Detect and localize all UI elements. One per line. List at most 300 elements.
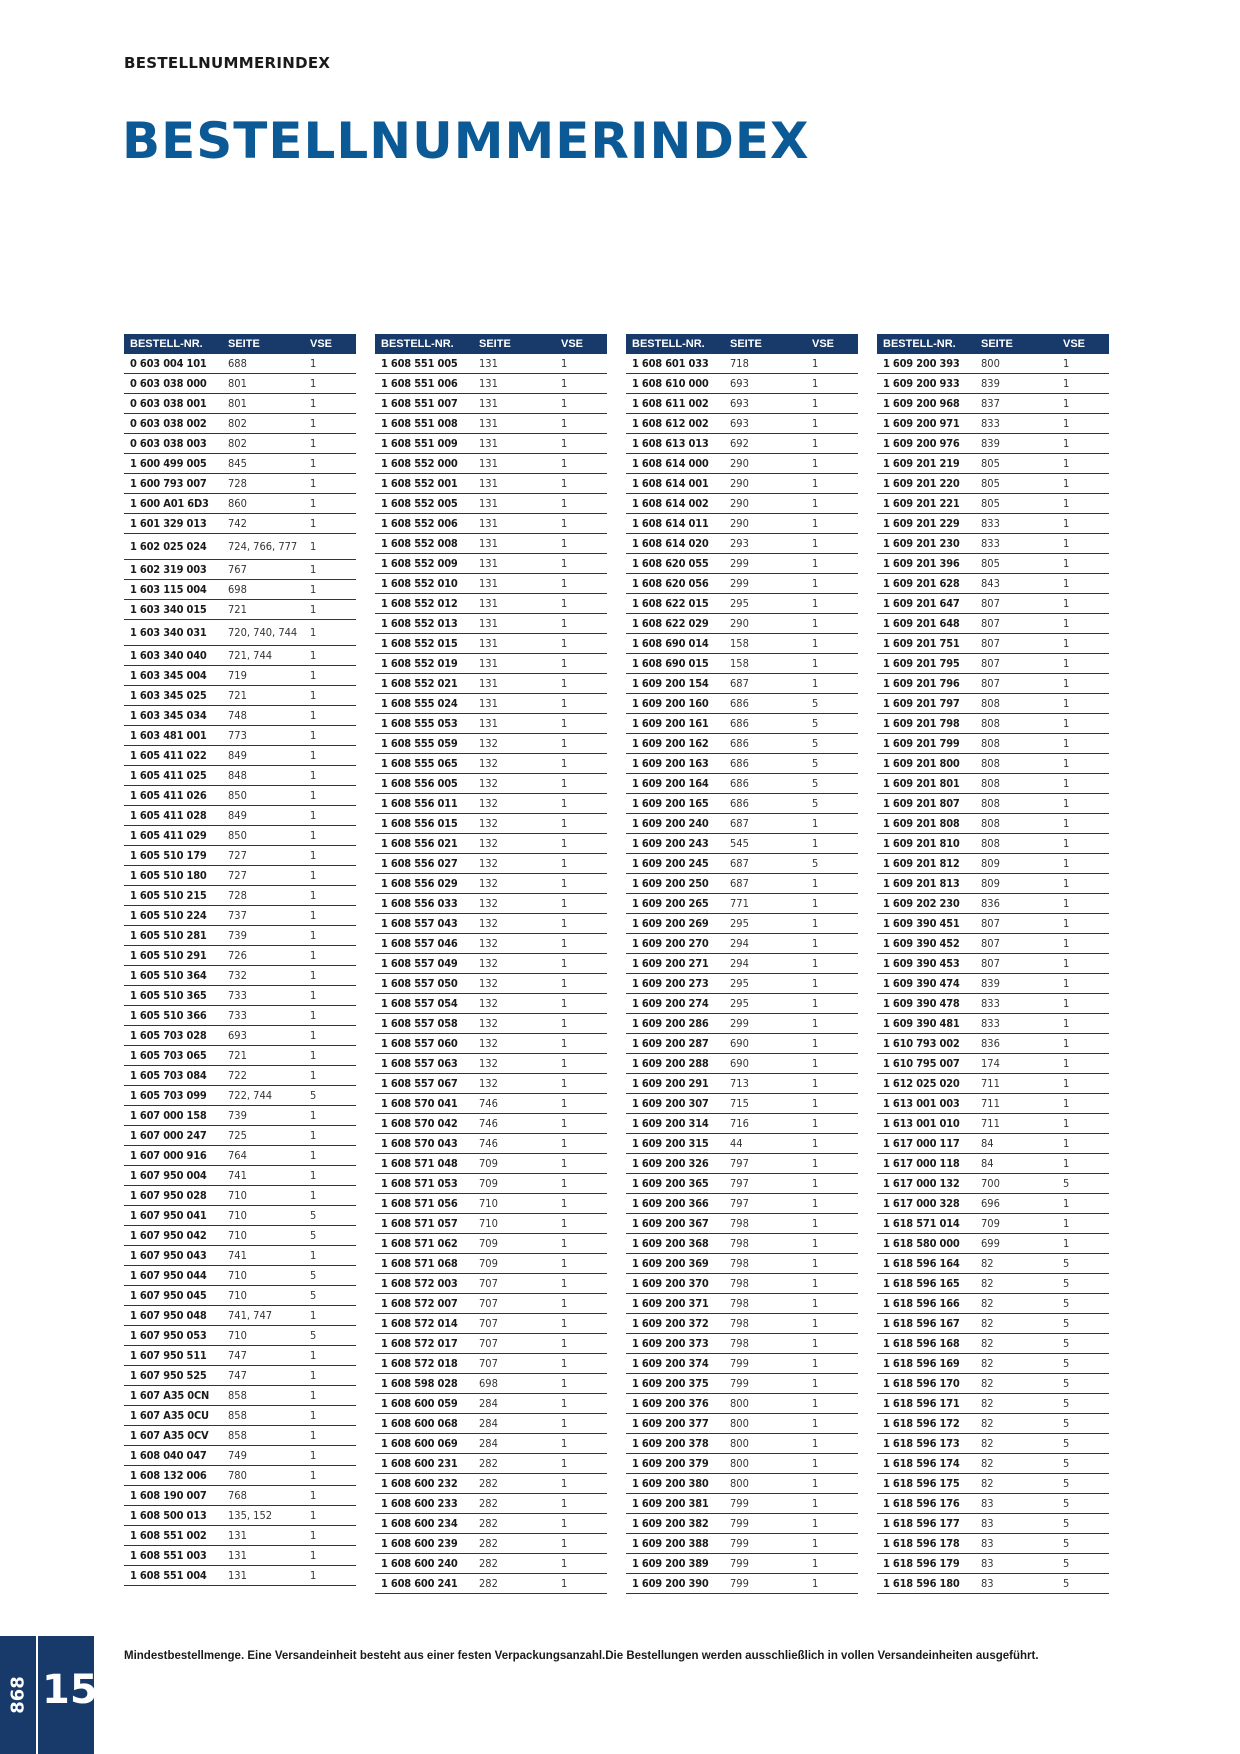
cell-bestell-nr: 1 618 596 173 [883,1437,960,1450]
cell-vse: 1 [561,977,568,990]
table-row [124,1206,356,1226]
table-row [626,1434,858,1454]
cell-seite: 83 [981,1557,994,1570]
cell-seite: 799 [730,1557,749,1570]
cell-vse: 1 [812,1237,819,1250]
table-row [124,1046,356,1066]
cell-vse: 5 [812,697,819,710]
cell-seite: 727 [228,869,247,882]
cell-bestell-nr: 1 609 200 269 [632,917,709,930]
cell-seite: 800 [730,1417,749,1430]
table-row [375,854,607,874]
cell-bestell-nr: 1 608 620 056 [632,577,709,590]
cell-seite: 798 [730,1297,749,1310]
cell-bestell-nr: 1 618 596 167 [883,1317,960,1330]
table-row [375,534,607,554]
cell-seite: 725 [228,1129,247,1142]
table-row [124,534,356,560]
cell-bestell-nr: 1 608 622 029 [632,617,709,630]
cell-bestell-nr: 1 609 390 451 [883,917,960,930]
cell-bestell-nr: 1 609 200 366 [632,1197,709,1210]
cell-bestell-nr: 1 608 556 015 [381,817,458,830]
table-row [375,1454,607,1474]
cell-vse: 1 [812,1377,819,1390]
table-row [877,1114,1109,1134]
cell-bestell-nr: 1 601 329 013 [130,517,207,530]
cell-bestell-nr: 1 608 552 009 [381,557,458,570]
cell-bestell-nr: 1 608 551 007 [381,397,458,410]
table-row [375,434,607,454]
cell-seite: 131 [228,1529,247,1542]
cell-seite: 686 [730,697,749,710]
cell-vse: 5 [812,717,819,730]
table-row [375,654,607,674]
cell-vse: 5 [812,777,819,790]
table-header [626,334,858,354]
table-row [626,374,858,394]
cell-bestell-nr: 1 608 571 068 [381,1257,458,1270]
cell-seite: 721 [228,603,247,616]
table-row [877,1154,1109,1174]
cell-vse: 5 [1063,1537,1070,1550]
table-body [375,354,607,1594]
tab-divider [36,1636,38,1754]
cell-seite: 839 [981,437,1000,450]
cell-bestell-nr: 1 600 A01 6D3 [130,497,209,510]
cell-vse: 1 [812,1417,819,1430]
cell-seite: 282 [479,1457,498,1470]
cell-vse: 1 [812,1457,819,1470]
table-row [375,994,607,1014]
cell-vse: 1 [812,1577,819,1590]
cell-vse: 1 [1063,857,1070,870]
cell-seite: 710 [228,1189,247,1202]
cell-seite: 131 [479,637,498,650]
cell-vse: 1 [561,657,568,670]
cell-bestell-nr: 1 605 411 028 [130,809,207,822]
cell-bestell-nr: 1 605 411 029 [130,829,207,842]
table-row [124,1266,356,1286]
cell-bestell-nr: 1 609 201 795 [883,657,960,670]
cell-seite: 710 [479,1197,498,1210]
table-row [375,554,607,574]
cell-vse: 1 [812,677,819,690]
cell-vse: 1 [561,1397,568,1410]
cell-seite: 850 [228,829,247,842]
cell-seite: 850 [228,789,247,802]
cell-seite: 746 [479,1117,498,1130]
cell-seite: 295 [730,977,749,990]
cell-bestell-nr: 1 609 201 647 [883,597,960,610]
table-row [626,1274,858,1294]
table-row [877,1174,1109,1194]
cell-vse: 1 [310,1429,317,1442]
cell-bestell-nr: 1 609 200 370 [632,1277,709,1290]
cell-seite: 700 [981,1177,1000,1190]
cell-vse: 1 [310,709,317,722]
cell-seite: 132 [479,1017,498,1030]
cell-vse: 5 [1063,1337,1070,1350]
cell-bestell-nr: 1 608 572 017 [381,1337,458,1350]
cell-seite: 131 [479,457,498,470]
table-row [124,886,356,906]
cell-vse: 1 [812,1277,819,1290]
col-bestell-nr: BESTELL-NR. [381,338,454,350]
cell-bestell-nr: 1 607 A35 0CV [130,1429,209,1442]
cell-bestell-nr: 1 608 557 054 [381,997,458,1010]
cell-seite: 709 [479,1237,498,1250]
cell-seite: 686 [730,797,749,810]
table-row [626,1554,858,1574]
cell-vse: 1 [812,517,819,530]
cell-seite: 741 [228,1169,247,1182]
cell-seite: 290 [730,517,749,530]
cell-seite: 845 [228,457,247,470]
cell-bestell-nr: 1 609 201 648 [883,617,960,630]
cell-seite: 132 [479,957,498,970]
cell-vse: 1 [561,877,568,890]
cell-vse: 1 [561,617,568,630]
cell-bestell-nr: 1 608 557 049 [381,957,458,970]
table-row [375,394,607,414]
cell-vse: 5 [1063,1357,1070,1370]
cell-vse: 1 [310,809,317,822]
cell-bestell-nr: 1 609 201 813 [883,877,960,890]
cell-vse: 1 [812,377,819,390]
cell-seite: 720, 740, 744 [228,626,298,639]
cell-seite: 807 [981,657,1000,670]
cell-bestell-nr: 1 605 411 026 [130,789,207,802]
cell-seite: 802 [228,437,247,450]
cell-seite: 798 [730,1257,749,1270]
cell-bestell-nr: 1 603 115 004 [130,583,207,596]
cell-vse: 1 [812,957,819,970]
cell-bestell-nr: 1 608 557 063 [381,1057,458,1070]
cell-bestell-nr: 1 608 551 005 [381,357,458,370]
table-row [877,1394,1109,1414]
cell-vse: 1 [812,597,819,610]
table-row [375,734,607,754]
cell-vse: 1 [310,1249,317,1262]
cell-vse: 5 [1063,1437,1070,1450]
cell-seite: 686 [730,757,749,770]
cell-bestell-nr: 1 608 600 241 [381,1577,458,1590]
cell-vse: 1 [561,1497,568,1510]
cell-bestell-nr: 1 609 200 161 [632,717,709,730]
cell-seite: 771 [730,897,749,910]
cell-vse: 1 [812,1077,819,1090]
cell-bestell-nr: 1 609 201 219 [883,457,960,470]
cell-bestell-nr: 1 609 200 315 [632,1137,709,1150]
table-row [124,986,356,1006]
table-row [375,1114,607,1134]
table-row [375,1514,607,1534]
cell-bestell-nr: 1 618 596 171 [883,1397,960,1410]
table-row [124,560,356,580]
cell-vse: 1 [310,849,317,862]
cell-seite: 860 [228,497,247,510]
cell-seite: 768 [228,1489,247,1502]
cell-bestell-nr: 1 618 596 169 [883,1357,960,1370]
table-row [877,1134,1109,1154]
table-header [375,334,607,354]
cell-bestell-nr: 1 609 201 798 [883,717,960,730]
table-row [877,1094,1109,1114]
cell-bestell-nr: 1 605 703 099 [130,1089,207,1102]
table-row [124,1386,356,1406]
cell-seite: 808 [981,717,1000,730]
cell-bestell-nr: 0 603 038 003 [130,437,207,450]
cell-bestell-nr: 1 608 600 239 [381,1537,458,1550]
cell-bestell-nr: 1 608 571 053 [381,1177,458,1190]
table-row [124,1526,356,1546]
cell-seite: 131 [479,677,498,690]
cell-seite: 716 [730,1117,749,1130]
cell-seite: 707 [479,1297,498,1310]
cell-bestell-nr: 1 609 200 367 [632,1217,709,1230]
table-row [877,414,1109,434]
table-header [877,334,1109,354]
cell-seite: 131 [479,717,498,730]
cell-seite: 709 [479,1257,498,1270]
cell-vse: 1 [561,477,568,490]
cell-bestell-nr: 1 617 000 328 [883,1197,960,1210]
cell-seite: 799 [730,1497,749,1510]
cell-bestell-nr: 1 613 001 010 [883,1117,960,1130]
cell-vse: 1 [812,1037,819,1050]
cell-vse: 1 [1063,497,1070,510]
cell-seite: 799 [730,1517,749,1530]
cell-seite: 707 [479,1317,498,1330]
cell-seite: 799 [730,1357,749,1370]
cell-vse: 1 [1063,1157,1070,1170]
table-row [124,826,356,846]
cell-seite: 801 [228,377,247,390]
table-row [375,1374,607,1394]
table-row [626,394,858,414]
cell-seite: 82 [981,1397,994,1410]
cell-vse: 1 [310,829,317,842]
cell-vse: 1 [561,837,568,850]
cell-bestell-nr: 1 608 614 001 [632,477,709,490]
cell-vse: 1 [561,777,568,790]
table-row [626,654,858,674]
cell-vse: 1 [310,909,317,922]
table-row [877,614,1109,634]
cell-vse: 1 [1063,417,1070,430]
cell-bestell-nr: 1 618 596 174 [883,1457,960,1470]
cell-vse: 1 [812,1157,819,1170]
cell-vse: 1 [812,617,819,630]
table-row [375,1354,607,1374]
cell-bestell-nr: 1 607 950 053 [130,1329,207,1342]
cell-bestell-nr: 1 607 A35 0CU [130,1409,209,1422]
cell-vse: 1 [561,797,568,810]
table-row [124,1546,356,1566]
table-row [375,634,607,654]
cell-vse: 5 [1063,1577,1070,1590]
cell-seite: 739 [228,929,247,942]
cell-vse: 5 [1063,1277,1070,1290]
cell-seite: 131 [479,497,498,510]
cell-seite: 693 [730,377,749,390]
cell-seite: 808 [981,777,1000,790]
cell-seite: 839 [981,377,1000,390]
cell-seite: 808 [981,697,1000,710]
cell-bestell-nr: 1 603 481 001 [130,729,207,742]
cell-seite: 290 [730,617,749,630]
cell-bestell-nr: 1 609 200 968 [883,397,960,410]
cell-seite: 710 [228,1269,247,1282]
cell-bestell-nr: 1 617 000 117 [883,1137,960,1150]
cell-bestell-nr: 1 607 950 045 [130,1289,207,1302]
cell-seite: 131 [479,557,498,570]
cell-bestell-nr: 1 609 202 230 [883,897,960,910]
cell-seite: 82 [981,1277,994,1290]
table-row [626,634,858,654]
cell-bestell-nr: 1 608 690 014 [632,637,709,650]
table-row [626,1374,858,1394]
cell-bestell-nr: 1 608 622 015 [632,597,709,610]
cell-vse: 1 [561,1477,568,1490]
cell-vse: 1 [812,1557,819,1570]
cell-seite: 132 [479,757,498,770]
cell-seite: 299 [730,577,749,590]
cell-vse: 1 [310,949,317,962]
cell-seite: 800 [730,1397,749,1410]
cell-seite: 843 [981,577,1000,590]
table-row [124,1446,356,1466]
cell-seite: 805 [981,457,1000,470]
cell-vse: 1 [1063,537,1070,550]
cell-vse: 1 [310,1029,317,1042]
cell-vse: 1 [1063,377,1070,390]
cell-bestell-nr: 1 608 570 043 [381,1137,458,1150]
cell-vse: 1 [812,417,819,430]
table-row [626,1574,858,1594]
cell-vse: 1 [1063,1137,1070,1150]
cell-seite: 132 [479,837,498,850]
cell-vse: 1 [1063,737,1070,750]
cell-bestell-nr: 1 605 703 065 [130,1049,207,1062]
cell-vse: 1 [812,1517,819,1530]
cell-vse: 1 [561,957,568,970]
table-row [877,1314,1109,1334]
cell-bestell-nr: 1 618 596 172 [883,1417,960,1430]
cell-bestell-nr: 1 609 200 270 [632,937,709,950]
cell-vse: 1 [561,537,568,550]
cell-bestell-nr: 1 609 200 245 [632,857,709,870]
cell-bestell-nr: 1 607 950 048 [130,1309,207,1322]
cell-seite: 686 [730,737,749,750]
cell-vse: 1 [812,457,819,470]
cell-seite: 833 [981,517,1000,530]
cell-bestell-nr: 1 618 596 166 [883,1297,960,1310]
table-row [124,966,356,986]
table-row [124,666,356,686]
table-row [124,1026,356,1046]
table-row [877,1354,1109,1374]
cell-vse: 1 [561,1037,568,1050]
table-row [626,1114,858,1134]
table-row [626,1134,858,1154]
cell-bestell-nr: 1 608 555 065 [381,757,458,770]
cell-bestell-nr: 1 608 551 002 [130,1529,207,1542]
table-row [375,694,607,714]
table-row [375,1554,607,1574]
cell-vse: 1 [1063,397,1070,410]
table-row [124,414,356,434]
cell-vse: 1 [1063,1117,1070,1130]
cell-seite: 711 [981,1097,1000,1110]
cell-bestell-nr: 1 609 390 478 [883,997,960,1010]
table-row [626,414,858,434]
cell-seite: 799 [730,1537,749,1550]
table-row [375,1194,607,1214]
cell-seite: 82 [981,1477,994,1490]
cell-vse: 1 [812,1537,819,1550]
cell-vse: 1 [310,789,317,802]
cell-bestell-nr: 1 605 703 084 [130,1069,207,1082]
cell-vse: 1 [561,1577,568,1590]
cell-vse: 1 [561,937,568,950]
table-row [626,1494,858,1514]
cell-bestell-nr: 1 609 200 933 [883,377,960,390]
table-row [124,786,356,806]
table-row [877,1454,1109,1474]
cell-vse: 1 [1063,1097,1070,1110]
cell-seite: 82 [981,1457,994,1470]
cell-bestell-nr: 1 617 000 118 [883,1157,960,1170]
cell-bestell-nr: 1 607 950 042 [130,1229,207,1242]
col-vse: VSE [812,338,835,350]
cell-bestell-nr: 1 608 552 019 [381,657,458,670]
table-row [626,1514,858,1534]
cell-bestell-nr: 1 605 510 365 [130,989,207,1002]
cell-bestell-nr: 1 609 200 379 [632,1457,709,1470]
cell-seite: 748 [228,709,247,722]
table-row [877,1274,1109,1294]
table-row [626,834,858,854]
cell-seite: 707 [479,1337,498,1350]
cell-vse: 1 [561,717,568,730]
cell-bestell-nr: 1 608 600 069 [381,1437,458,1450]
cell-seite: 807 [981,597,1000,610]
cell-bestell-nr: 1 609 200 381 [632,1497,709,1510]
cell-vse: 5 [1063,1317,1070,1330]
cell-vse: 1 [561,1157,568,1170]
table-row [877,1554,1109,1574]
cell-seite: 290 [730,477,749,490]
cell-seite: 732 [228,969,247,982]
cell-bestell-nr: 1 609 200 380 [632,1477,709,1490]
cell-bestell-nr: 1 608 572 014 [381,1317,458,1330]
table-row [626,934,858,954]
cell-bestell-nr: 1 609 200 271 [632,957,709,970]
cell-bestell-nr: 1 608 557 067 [381,1077,458,1090]
cell-bestell-nr: 1 608 552 000 [381,457,458,470]
cell-bestell-nr: 1 608 620 055 [632,557,709,570]
cell-bestell-nr: 1 609 390 474 [883,977,960,990]
cell-seite: 711 [981,1077,1000,1090]
cell-bestell-nr: 1 607 950 511 [130,1349,207,1362]
table-row [375,894,607,914]
cell-seite: 132 [479,937,498,950]
cell-bestell-nr: 1 608 570 041 [381,1097,458,1110]
cell-seite: 131 [479,697,498,710]
cell-seite: 132 [479,1077,498,1090]
table-row [626,1154,858,1174]
